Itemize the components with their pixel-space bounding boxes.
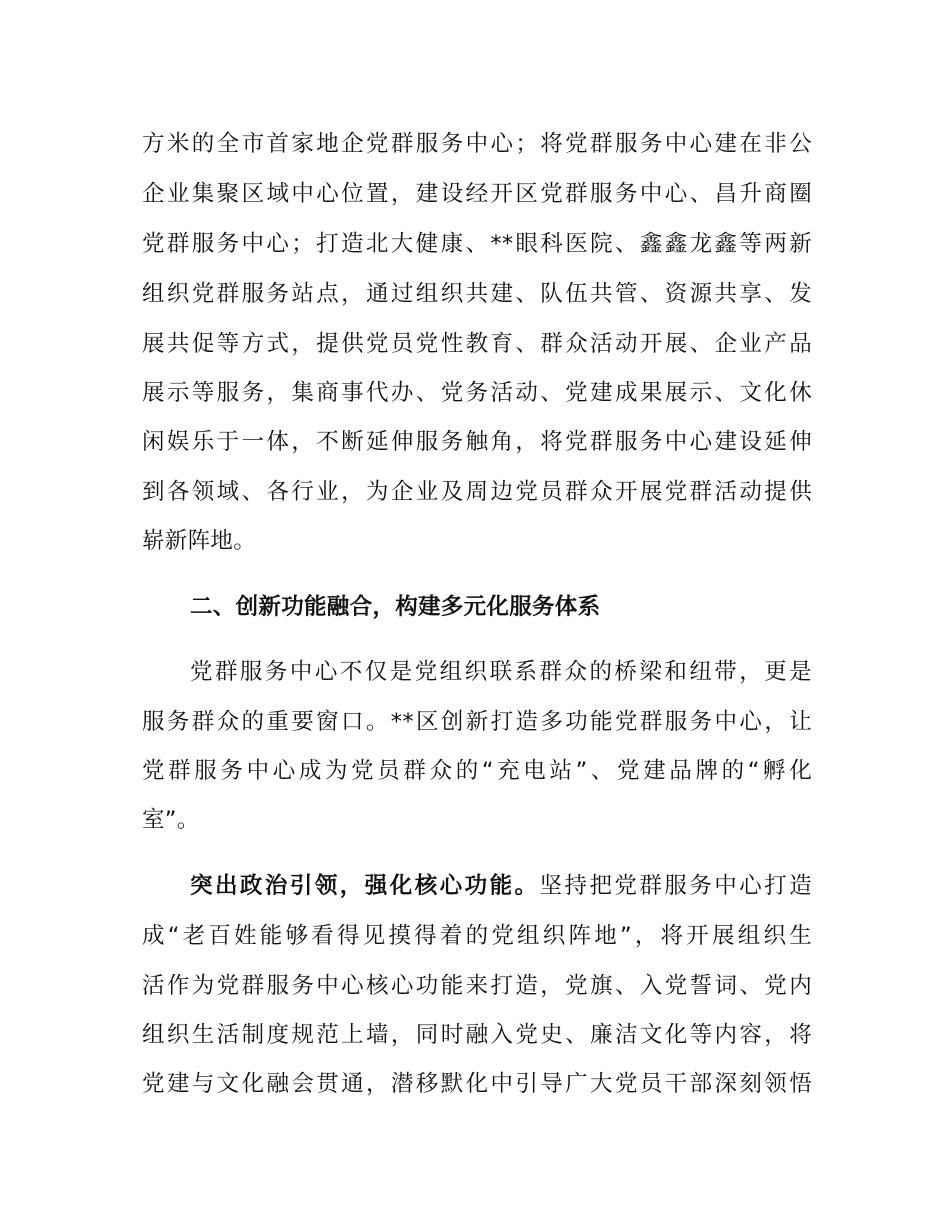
paragraph-2-line-1: 党群服务中心不仅是党组织联系群众的桥梁和纽带，更是 (190, 659, 812, 685)
paragraph-1-line-9: 崭新阵地。 (142, 528, 257, 554)
paragraph-2-line-4: 室”。 (142, 807, 200, 833)
paragraph-1-line-5: 展共促等方式，提供党员党性教育、群众活动开展、企业产品 (142, 331, 812, 357)
paragraph-3-line-2: 成“老百姓能够看得见摸得着的党组织阵地”，将开展组织生 (142, 923, 812, 949)
paragraph-2-line-3: 党群服务中心成为党员群众的“充电站”、党建品牌的“孵化 (142, 758, 812, 784)
paragraph-1-line-4: 组织党群服务站点，通过组织共建、队伍共管、资源共享、发 (142, 281, 812, 307)
paragraph-2-line-2: 服务群众的重要窗口。**区创新打造多功能党群服务中心，让 (142, 709, 812, 735)
paragraph-1-line-3: 党群服务中心；打造北大健康、**眼科医院、鑫鑫龙鑫等两新 (142, 231, 812, 257)
paragraph-3-first-line-text: 坚持把党群服务中心打造 (539, 873, 812, 899)
paragraph-1-line-6: 展示等服务，集商事代办、党务活动、党建成果展示、文化休 (142, 380, 812, 406)
paragraph-1-line-7: 闲娱乐于一体，不断延伸服务触角，将党群服务中心建设延伸 (142, 429, 812, 455)
paragraph-1-line-1: 方米的全市首家地企党群服务中心；将党群服务中心建在非公 (142, 131, 812, 157)
paragraph-1-line-2: 企业集聚区域中心位置，建设经开区党群服务中心、昌升商圈 (142, 181, 812, 207)
paragraph-3-bold-lead: 突出政治引领，强化核心功能。 (190, 873, 540, 899)
paragraph-1-line-8: 到各领域、各行业，为企业及周边党员群众开展党群活动提供 (142, 479, 812, 505)
paragraph-3-line-3: 活作为党群服务中心核心功能来打造，党旗、入党誓词、党内 (142, 973, 812, 999)
paragraph-3-line-1 (190, 866, 812, 906)
paragraph-3-line-4: 组织生活制度规范上墙，同时融入党史、廉洁文化等内容，将 (142, 1022, 812, 1048)
section-heading: 二、创新功能融合，构建多元化服务体系 (190, 594, 601, 620)
paragraph-3-line-5: 党建与文化融会贯通，潜移默化中引导广大党员干部深刻领悟 (142, 1071, 812, 1097)
